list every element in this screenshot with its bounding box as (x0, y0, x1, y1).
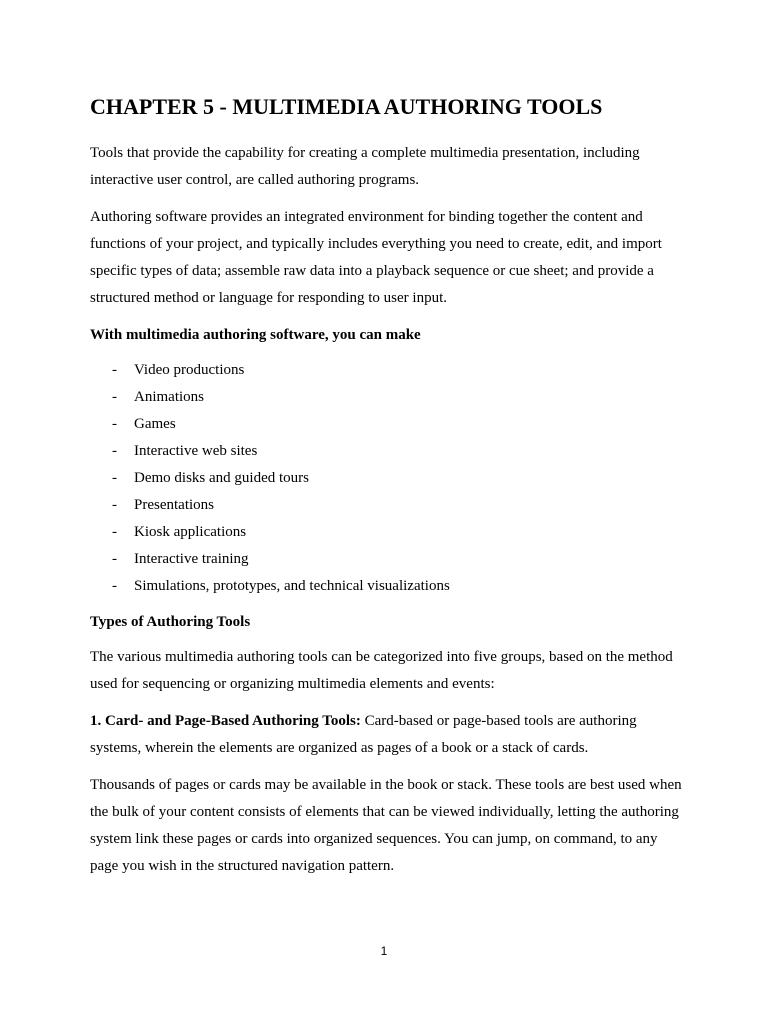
intro-paragraph-1: Tools that provide the capability for creating a complete multimedia presentation, including interactive user control, are called authoring programs. (90, 145, 640, 188)
bullet-dash: - (112, 362, 117, 378)
bullet-dash: - (112, 416, 117, 432)
list-item (90, 357, 682, 384)
types-heading: Types of Authoring Tools (90, 614, 251, 630)
list-item (90, 492, 682, 519)
uses-list (90, 357, 682, 600)
list-item-text: Presentations (134, 497, 214, 513)
list-item-text: Games (134, 416, 176, 432)
list-item (90, 546, 682, 573)
page-number: 1 (380, 944, 388, 958)
list-item-text: Kiosk applications (134, 524, 247, 540)
list-item-text: Simulations, prototypes, and technical visualizations (134, 578, 450, 594)
list-item (90, 519, 682, 546)
list-item-text: Interactive training (134, 551, 249, 567)
list-item (90, 411, 682, 438)
bullet-dash: - (112, 443, 117, 459)
intro-paragraph-2: Authoring software provides an integrated environment for binding together the content and functions of your project, and typically includes everything you need to create, edit, and import specific types of data; assemble raw data into a playback sequence or cue sheet; and provide a structured method or language for responding to user input. (90, 209, 662, 306)
list-item-text: Demo disks and guided tours (134, 470, 309, 486)
list-item (90, 573, 682, 600)
list-item-text: Animations (134, 389, 204, 405)
list-item-text: Interactive web sites (134, 443, 258, 459)
cards-paragraph: Thousands of pages or cards may be available in the book or stack. These tools are best used when the bulk of your content consists of elements that can be viewed individually, letting the authoring system link these pages or cards into organized sequences. You can jump, on command, to any page you wish in the structured navigation pattern. (90, 777, 682, 874)
list-heading: With multimedia authoring software, you can make (90, 327, 421, 343)
document-page (90, 93, 682, 890)
card-tools-label: 1. Card- and Page-Based Authoring Tools: (90, 713, 361, 729)
bullet-dash: - (112, 470, 117, 486)
card-tools-paragraph (90, 708, 682, 762)
card-tools-text: Card-based or page-based tools are authoring systems, wherein the elements are organized as pages of a book or a stack of cards. (90, 713, 637, 756)
bullet-dash: - (112, 551, 117, 567)
chapter-title: CHAPTER 5 - MULTIMEDIA AUTHORING TOOLS (90, 94, 603, 119)
bullet-dash: - (112, 497, 117, 513)
list-item (90, 384, 682, 411)
list-item-text: Video productions (134, 362, 245, 378)
bullet-dash: - (112, 389, 117, 405)
types-paragraph: The various multimedia authoring tools can be categorized into five groups, based on the method used for sequencing or organizing multimedia elements and events: (90, 649, 673, 692)
list-item (90, 438, 682, 465)
bullet-dash: - (112, 578, 117, 594)
list-item (90, 465, 682, 492)
bullet-dash: - (112, 524, 117, 540)
